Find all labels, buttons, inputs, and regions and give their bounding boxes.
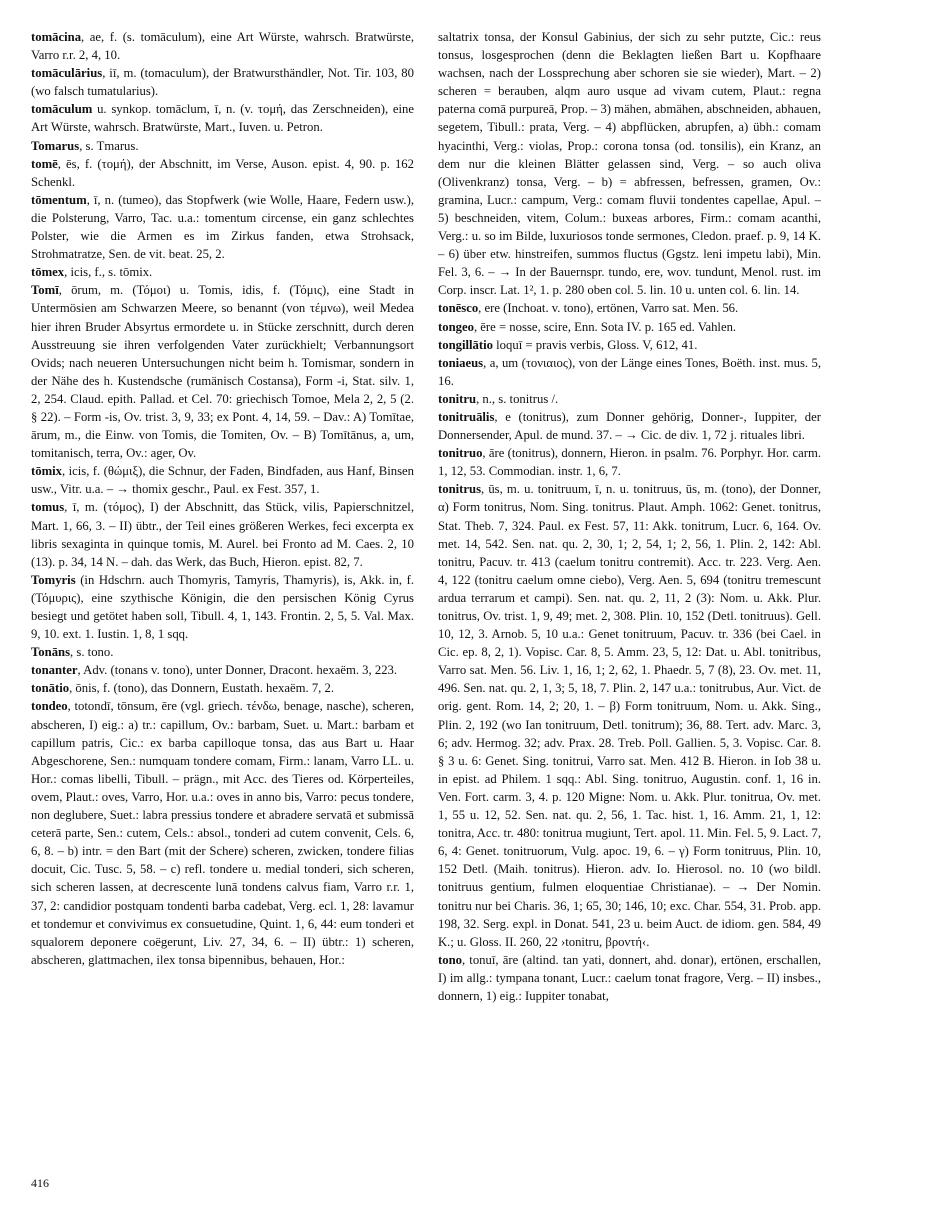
entry-headword: Tomyris — [31, 572, 76, 587]
dictionary-entry — [31, 643, 414, 661]
entry-text: u. synkop. tomāclum, ī, n. (v. τομή, das Zerschneiden), eine Art Würste, wahrsch. Bratwürste, Mart., Iuven. u. Petron. — [31, 102, 414, 135]
entry-text: , icis, f., s. tōmix. — [64, 265, 153, 280]
entry-headword: tonanter — [31, 663, 78, 678]
entry-text: , s. tono. — [70, 645, 114, 660]
entry-headword: tōmex — [31, 265, 65, 280]
entry-headword: tono — [438, 952, 462, 967]
dictionary-entry — [31, 697, 414, 968]
dictionary-entry — [31, 100, 414, 136]
dictionary-entry — [438, 354, 821, 390]
entry-headword: Tomī — [31, 283, 59, 298]
entry-headword: tōmix — [31, 464, 63, 479]
dictionary-entry — [438, 390, 821, 408]
entry-headword: tomācina — [31, 30, 82, 44]
entry-text: , totondī, tōnsum, ēre (vgl. griech. τένδω, benage, nasche), scheren, abscheren, I) eig.: a) tr.: capillum, Ov.: barbam, Suet. u. Mart.: barbam et capillum patris, Cic.: ex barba capilloque tonsa, das aus Bart u. Haar Abgeschorene, Sen.: numquam tondere comam, Firm.: lanam, Varro LL. u. Hor.: comas libelli, Tibull. – prägn., mit Acc. des Tieres od. Körperteiles, ovem, Plaut.: oves, Varro, Hor. u.a.: oves in anno bis, Varro: pecus tondere, non deglubere, Suet.: labra pressius tondere et abradere servatā et submissā ceterā parte, Sen.: cutem, Cels.: absol., tonderi ad cutem convenit, Cels. 6, 6, 8. – b) intr. = den Bart (mit der Schere) scheren, zwicken, tondere filias docuit, Cic. Tusc. 5, 58. – c) refl. tondere u. medial tonderi, sich scheren, sich scheren lassen, at decrescente lunā tondens calvus fiam, Varro r.r. 1, 37, 2: candidior postquam tondenti barba cadebat, Verg. ecl. 1, 28: lavamur et tondemur et convivimus ex consuetudine, Quint. 1, 6, 44: eum tonderi et squalorem deponere coëgerunt, Liv. 27, 34, 6. – II) übtr.: 1) scheren, abscheren, glattmachen, ilex tonsa bipennibus, behauen, Hor.: — [31, 699, 414, 967]
entry-headword: tomē — [31, 156, 58, 171]
entry-headword: tondeo — [31, 699, 68, 714]
dictionary-entry — [31, 155, 414, 191]
entry-text: , ī, n. (tumeo), das Stopfwerk (wie Wolle, Haare, Federn usw.), die Polsterung, Varro, Tac. u.a.: tomentum circense, ein ganz schlechtes Polster, wie die Armen es im Zirkus fanden, etwa Strohsack, Strohmatratze, Sen. de vit. beat. 25, 2. — [31, 192, 414, 262]
dictionary-entry — [438, 480, 821, 950]
dictionary-entry — [438, 444, 821, 480]
dictionary-entry — [438, 336, 821, 354]
dictionary-entry — [31, 137, 414, 155]
entry-text: , e (tonitrus), zum Donner gehörig, Donner-, Iuppiter, der Donnersender, Apul. de mund. 37. – → Cic. de div. 1, 72 j. rituales libri. — [438, 409, 821, 443]
dictionary-entry — [31, 498, 414, 570]
dictionary-entry — [31, 571, 414, 643]
dictionary-entry — [438, 299, 821, 317]
right-column — [438, 28, 821, 1168]
entry-headword: tonitru — [438, 391, 477, 406]
entry-text: , ere (Inchoat. v. tono), ertönen, Varro sat. Men. 56. — [478, 301, 739, 316]
entry-text: loquī = pravis verbis, Gloss. V, 612, 41. — [492, 337, 698, 352]
entry-text: , ae, f. (s. tomāculum), eine Art Würste, wahrsch. Bratwürste, Varro r.r. 2, 4, 10. — [31, 30, 414, 63]
entry-text: , ī, m. (τόμος), I) der Abschnitt, das Stück, vilis, Papierschnitzel, Mart. 1, 66, 3. – II) übtr., der Teil eines größeren Werkes, feci excerpta ex libris sexaginta in quinque tomis, M. Aurel. bei Fronto ad M. Caes. 2, 10 (13). p. 34, 14 N. – dah. das Werk, das Buch, Hieron. epist. 82, 7. — [31, 500, 414, 569]
entry-text: , n., s. tonitrus /. — [476, 391, 559, 406]
entry-text: , ēre = nosse, scire, Enn. Sota IV. p. 165 ed. Vahlen. — [473, 319, 737, 334]
entry-text: , ōrum, m. (Τόμοι) u. Tomis, idis, f. (Τόμις), eine Stadt in Untermösien am Schwarzen Meere, so benannt (von τέμνω), weil Medea hier ihren Bruder Absyrtus ermordete u. in Stücke zerschnitt, durch deren Ausstreuung sie ihren verfolgenden Vater zurückhielt; Verbannungsort Ovids; nach neueren Untersuchungen nicht beim h. Tomismar, sondern in der Nähe des h. Kustendsche (rumänisch Costansa), Form -i, Stat. silv. 1, 2, 254. Claud. epith. Pallad. et Cel. 70: griechisch Tomoe, Mela 2, 2, 5 (2. § 22). – Form -is, Ov. trist. 3, 9, 33; ex Pont. 4, 14, 59. – Dav.: A) Tomītae, ārum, m., die Einw. von Tomis, die Tomiten, Ov. – B) Tomītānus, a, um, tomitanisch, terra, Ov.: ager, Ov. — [31, 283, 414, 461]
page-number: 416 — [31, 1176, 49, 1190]
entry-text: , tonuī, āre (altind. tan yati, donnert, ahd. donar), ertönen, erschallen, I) im allg.: tympana tonant, Lucr.: caelum tonat fragore, Verg. – II) insbes., donnern, 1) eig.: Iuppiter tonabat, — [438, 952, 821, 1003]
entry-text: , ēs, f. (τομή), der Abschnitt, im Verse, Auson. epist. 4, 90. p. 162 Schenkl. — [31, 156, 414, 189]
dictionary-entry — [438, 951, 821, 1005]
entry-headword: tonitruālis — [438, 409, 495, 424]
dictionary-entry — [438, 318, 821, 336]
entry-headword: tonātio — [31, 681, 70, 696]
entry-headword: Tomarus — [31, 138, 80, 153]
dictionary-entry — [31, 462, 414, 498]
dictionary-entry — [31, 28, 414, 64]
entry-text: , icis, f. (θώμιξ), die Schnur, der Faden, Bindfaden, aus Hanf, Binsen usw., Vitr. u.a. – → thomix geschr., Paul. ex Fest. 357, 1. — [31, 464, 414, 497]
dictionary-entry — [438, 28, 821, 299]
entry-headword: tongillātio — [438, 337, 493, 352]
entry-text: , iī, m. (tomaculum), der Bratwursthändler, Not. Tir. 103, 80 (wo falsch tumatularius). — [31, 66, 414, 99]
dictionary-entry — [31, 263, 414, 281]
entry-headword: Tonāns — [31, 645, 71, 660]
entry-headword: tomāculum — [31, 102, 93, 117]
entry-headword: tongeo — [438, 319, 474, 334]
dictionary-entry — [31, 281, 414, 462]
entry-text: , s. Tmarus. — [79, 138, 139, 153]
entry-headword: toniaeus — [438, 355, 484, 370]
entry-headword: tomus — [31, 500, 65, 515]
entry-headword: tomāculārius — [31, 66, 103, 81]
entry-text: , ōnis, f. (tono), das Donnern, Eustath. hexaëm. 7, 2. — [69, 681, 335, 696]
entry-headword: tonitruo — [438, 446, 483, 461]
dictionary-entry — [31, 661, 414, 679]
dictionary-entry — [438, 408, 821, 444]
entry-text: (in Hdschrn. auch Thomyris, Tamyris, Thamyris), is, Akk. in, f. (Τόμυρις), eine szythische Königin, die den persischen König Cyrus besiegt und getötet haben soll, Tibull. 4, 1, 143. Frontin. 2, 5, 5. Val. Max. 9, 10. ext. 1. Iustin. 1, 8, 1 sqq. — [31, 572, 414, 642]
entry-text: , ūs, m. u. tonitruum, ī, n. u. tonitruus, ūs, m. (tono), der Donner, α) Form tonitrus, Nom. Sing. tonitrus. Plaut. Amph. 1062: Genet. tonitrus, Stat. Theb. 7, 324. Paul. ex Fest. 57, 11: Akk. tonitrum, Lucr. 6, 164. Ov. met. 14, 542. Sen. nat. qu. 2, 30, 1; 2, 54, 1; 2, 56, 1. Plin. 2, 142: Abl. tonitru, Pacuv. tr. 413 (caelum tonitru contremit). Acc. tr. 223. Verg. Aen. 4, 122 (tonitru caelum omne ciebo), Verg. Aen. 5, 694 (tonitru tremescunt ardua terrarum et campi). Sen. nat. qu. 2, 11, 2 (3): Nom. u. Akk. Plur. tonitrus, Ov. trist. 1, 9, 49; met. 2, 308. Plin. 10, 152 (Detl. tonitruus). Gell. 10, 12, 3. Arnob. 5, 10 u.a.: Genet tonitruum, Pacuv. tr. 336 (bei Cael. in Cic. ep. 8, 2, 1). Vopisc. Car. 8, 5. Amm. 23, 5, 12: Dat. u. Abl. tonitribus, Varro sat. Men. 56. Liv. 1, 16, 1; 2, 62, 1. Phaedr. 5, 7 (8), 23. Ov. met. 11, 496. Sen. nat. qu. 2, 1, 3; 5, 18, 7. Plin. 2, 147 u.a.: tonitrubus, Aur. Vict. de orig. gent. Rom. 14, 2; 20, 1. – β) Form tonitruum, Nom. u. Akk. Sing., Plin. 2, 192 (wo Ian tonitruum, Detl. tonitrum); 36, 88. Tert. adv. Marc. 3, 6; adv. Hermog. 32; adv. Prax. 28. Treb. Poll. Gallien. 5, 3. Vopisc. Car. 8. § 3 u. 6: Genet. Sing. tonitrui, Varro sat. Men. 412 B. Hieron. in Iob 38 u. in epist. ad Philem. 1 sqq.: Abl. Sing. tonitruo, Augustin. conf. 1, 16 in. Ven. Fort. carm. 3, 4. p. 120 Migne: Nom. u. Akk. Plur. tonitrua, Ov. met. 1, 55 u. 12, 52. Sen. nat. qu. 2, 56, 1. Tac. hist. 1, 16. Amm. 21, 1, 12: tonitra, Acc. tr. 480: tonitrua mugiunt, Tert. apol. 11. Min. Fel. 5, 9. Lact. 7, 6, 4: Genet. tonitruorum, Vulg. apoc. 19, 6. – γ) Form tonitruus, Plin. 10, 152 Detl. (Maih. tonitrus). Hieron. adv. Io. Hierosol. no. 10 (wo bildl. tonitruus gentium, fulmen eloquentiae Christianae). – → Der Nomin. tonitru nur bei Charis. 36, 1; 65, 30; 146, 10; exc. Char. 554, 31. Prob. app. 198, 32. Serg. expl. in Donat. 541, 23 u. beim Auct. de idiom. gen. 584, 49 K.; u. Gloss. II. 260, 22 ›tonitru, βροντή‹. — [438, 482, 821, 949]
entry-text: saltatrix tonsa, der Konsul Gabinius, der sich zu sehr putzte, Cic.: reus tonsus, losgesprochen (denn die Beklagten ließen Bart u. Kopfhaare wachsen, nach der Lossprechung aber schoren sie sie wieder), Mart. – 2) scheren = berauben, alqm auro usque ad vivam cutem, Plaut.: regna paterna comā purpureā, Prop. – 3) mähen, abmähen, abschneiden, abhauen, segetem, Tibull.: prata, Verg. – 4) abpflücken, abrupfen, a) übh.: comam hyacinthi, Verg.: violas, Prop.: corona tonsa (od. tonsilis), ein Kranz, an dem nur die kleinen Blätter gelassen sind, Verg. – so auch oliva (Olivenkranz) tonsa, Verg. – b) = abfressen, befressen, gramen, Ov.: gramina, Lucr.: campum, Verg.: comam fluvii tondentes capellae, Apul. – 5) beschneiden, vitem, Colum.: buxeas arbores, Firm.: comam acanthi, Verg.: u. so im Bilde, luxuriosos tonde sermones, Cledon. praef. p. 9, 14 K. – 6) über etw. hinstreifen, summos fluctus (Ggstz. leni impetu labi), Min. Fel. 3, 6. – → In der Bauernspr. tundo, ere, wov. tundunt, Menol. rust. im Corp. inscr. Lat. 1², 1. p. 280 oben col. 5. lin. 10 u. unten col. 6. lin. 14. — [438, 30, 821, 298]
entry-text: , Adv. (tonans v. tono), unter Donner, Dracont. hexaëm. 3, 223. — [77, 663, 398, 678]
dictionary-entry — [31, 679, 414, 697]
entry-headword: tonitrus — [438, 482, 481, 497]
entry-headword: tonēsco — [438, 301, 479, 316]
entry-text: , āre (tonitrus), donnern, Hieron. in psalm. 76. Porphyr. Hor. carm. 1, 12, 53. Commodian. instr. 1, 6, 7. — [438, 446, 821, 479]
left-column — [31, 28, 414, 1168]
dictionary-entry — [31, 64, 414, 100]
dictionary-entry — [31, 191, 414, 263]
entry-text: , a, um (τονιαιος), von der Länge eines Tones, Boëth. inst. mus. 5, 16. — [438, 355, 821, 388]
entry-headword: tōmentum — [31, 192, 87, 207]
